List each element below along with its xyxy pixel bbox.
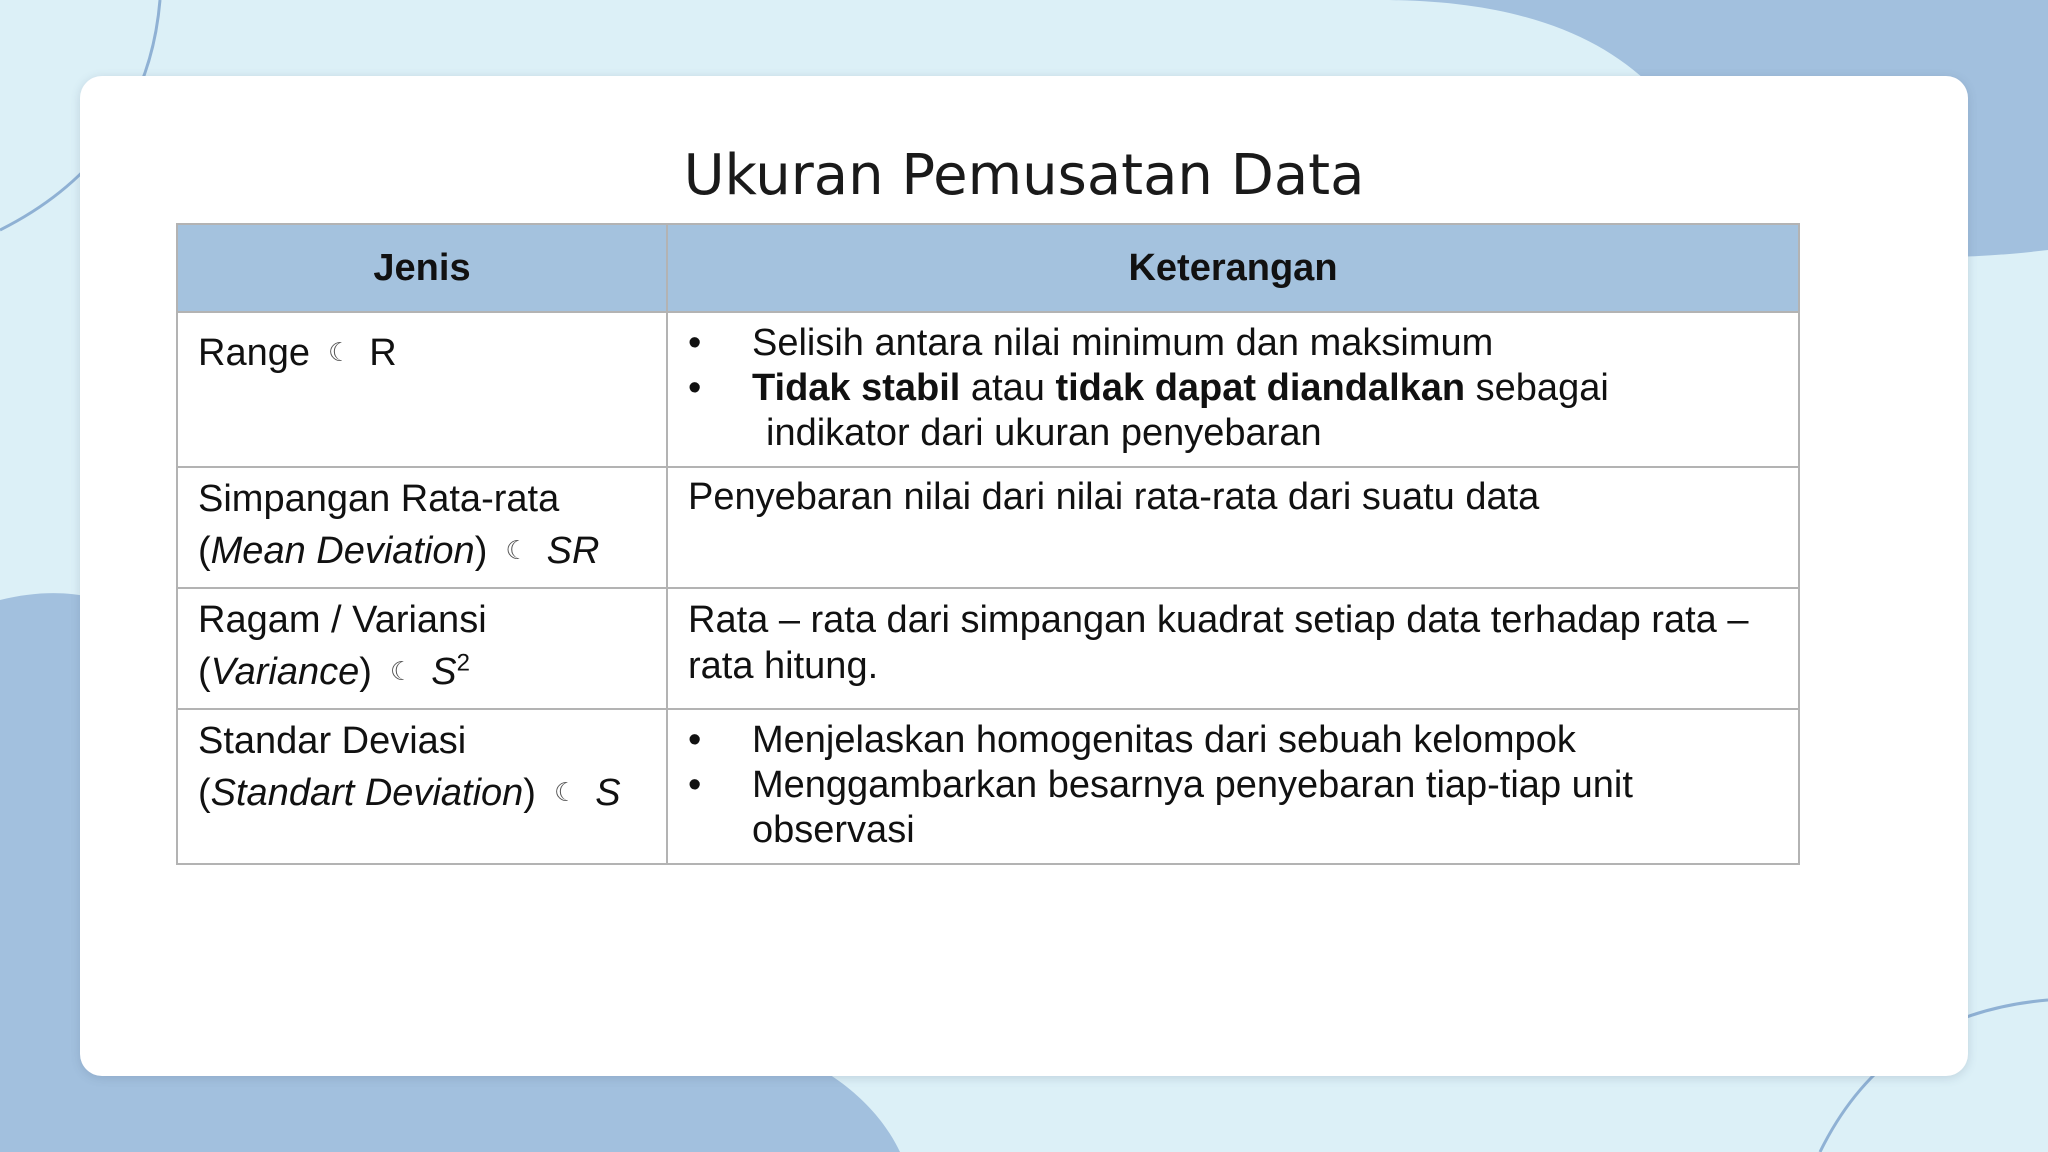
cell-jenis <box>177 588 667 709</box>
keterangan-text: Penyebaran nilai dari nilai rata-rata dari suatu data <box>688 476 1540 518</box>
jenis-english: Standart Deviation <box>210 772 524 814</box>
arrow-icon: ☾ <box>505 535 529 565</box>
header-jenis: Jenis <box>177 224 667 312</box>
list-item <box>688 321 1778 366</box>
slide-title: Ukuran Pemusatan Data <box>683 143 1365 208</box>
keterangan-text: Rata – rata dari simpangan kuadrat setiap data terhadap rata – rata hitung. <box>688 599 1749 687</box>
data-table <box>176 223 1800 865</box>
jenis-english: Variance <box>210 651 360 693</box>
bullet-icon: • <box>688 719 702 761</box>
arrow-icon: ☾ <box>553 777 578 807</box>
bold-text: tidak dapat diandalkan <box>1055 367 1466 409</box>
table-row <box>177 467 1799 588</box>
bullet-icon: • <box>688 322 702 364</box>
jenis-name: Ragam / Variansi <box>198 599 487 641</box>
bold-text: Tidak stabil <box>752 367 961 409</box>
bullet-text: Selisih antara nilai minimum dan maksimum <box>752 322 1494 364</box>
table-row <box>177 709 1799 864</box>
header-keterangan: Keterangan <box>667 224 1799 312</box>
bullet-text: Menjelaskan homogenitas dari sebuah kelompok <box>752 719 1576 761</box>
bullet-icon: • <box>688 764 702 806</box>
jenis-symbol-superscript: 2 <box>456 649 470 677</box>
bullet-text: atau <box>960 367 1056 409</box>
table-row <box>177 588 1799 709</box>
cell-jenis <box>177 467 667 588</box>
table-row <box>177 312 1799 467</box>
arrow-icon: ☾ <box>327 337 352 367</box>
jenis-symbol: SR <box>546 530 600 572</box>
jenis-name: Standar Deviasi <box>198 720 467 762</box>
jenis-subline: (Variance) ☾ $S^2$ <box>198 646 646 698</box>
jenis-symbol: S <box>431 651 457 693</box>
list-item <box>688 366 1778 456</box>
arrow-icon: ☾ <box>389 656 414 686</box>
list-item <box>688 718 1778 763</box>
jenis-name: Range <box>198 332 310 374</box>
cell-keterangan <box>667 312 1799 467</box>
jenis-symbol: R <box>369 332 397 374</box>
bullet-text: Menggambarkan besarnya penyebaran tiap-tiap unit observasi <box>752 764 1633 851</box>
cell-keterangan <box>667 709 1799 864</box>
jenis-subline: (Mean Deviation) ☾ SR <box>198 525 646 577</box>
bullet-text: sebagai <box>1465 367 1609 409</box>
cell-jenis <box>177 312 667 467</box>
table-header-row <box>177 224 1799 312</box>
list-item <box>688 763 1778 853</box>
cell-jenis <box>177 709 667 864</box>
jenis-subline: (Standart Deviation) ☾ S <box>198 767 646 819</box>
cell-keterangan <box>667 467 1799 588</box>
bullet-continuation: indikator dari ukuran penyebaran <box>766 412 1322 454</box>
jenis-name: Simpangan Rata-rata <box>198 478 560 520</box>
bullet-icon: • <box>688 367 702 409</box>
cell-keterangan <box>667 588 1799 709</box>
jenis-symbol: S <box>595 772 621 814</box>
jenis-english: Mean Deviation <box>210 530 475 572</box>
